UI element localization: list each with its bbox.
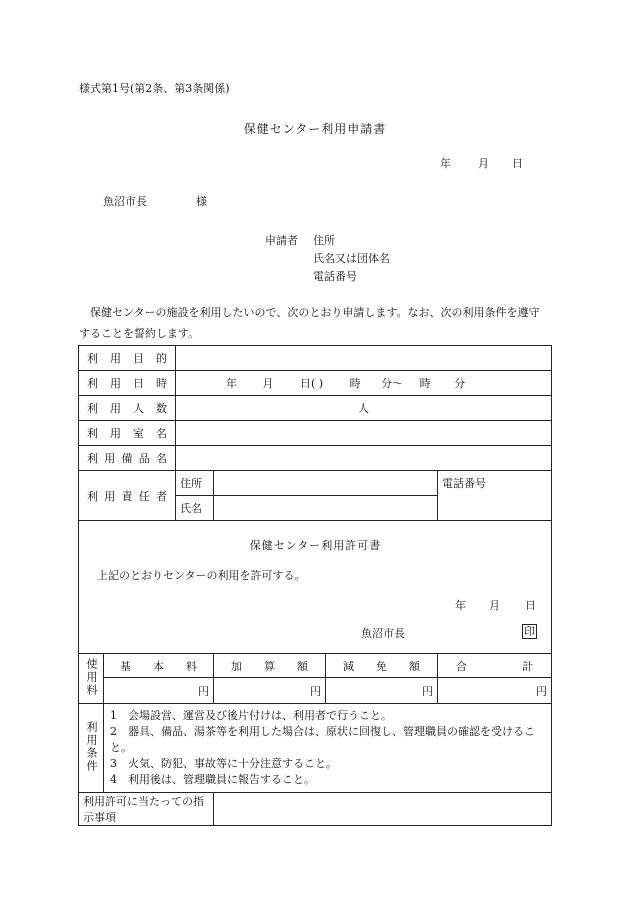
- date-day-label: 日: [512, 157, 523, 170]
- dt-hour2: 時: [419, 377, 431, 390]
- purpose-label: 利 用 目 的: [79, 346, 176, 371]
- resp-name-field[interactable]: [214, 496, 438, 521]
- fee-header-add: 加 算 額: [214, 654, 326, 678]
- permit-month: 月: [489, 599, 500, 612]
- people-unit: 人: [358, 402, 369, 415]
- dt-min2: 分: [454, 377, 466, 390]
- dt-day: 日( ): [300, 377, 324, 390]
- datetime-field[interactable]: [176, 371, 552, 396]
- yen-unit: 円: [310, 684, 321, 698]
- date-year-label: 年: [440, 157, 451, 170]
- yen-unit: 円: [422, 684, 433, 698]
- fee-header-base: 基 本 料: [104, 654, 214, 678]
- honorific: 様: [196, 195, 207, 208]
- fee-add-field[interactable]: [214, 678, 326, 704]
- permit-year: 年: [455, 599, 466, 612]
- applicant-address-label: 住所: [313, 234, 335, 247]
- conditions-label: 利用条件: [85, 720, 98, 773]
- fee-label-cell: [79, 654, 104, 704]
- permit-day: 日: [525, 599, 536, 612]
- applicant-phone-label: 電話番号: [313, 270, 357, 283]
- fee-discount-field[interactable]: [326, 678, 438, 704]
- people-label: 利 用 人 数: [79, 396, 176, 421]
- yen-unit: 円: [536, 684, 547, 698]
- equipment-field[interactable]: [176, 446, 552, 471]
- room-field[interactable]: [176, 421, 552, 446]
- people-field[interactable]: [176, 396, 552, 421]
- responsible-label: 利 用 責 任 者: [79, 471, 176, 521]
- seal-icon: 印: [524, 625, 535, 638]
- fee-total-field[interactable]: [438, 678, 552, 704]
- applicant-name-label: 氏名又は団体名: [313, 252, 390, 265]
- condition-item: 1 会場設営、運営及び後片付けは、利用者で行うこと。: [110, 709, 392, 722]
- instructions-label: 利用許可に当たっての指示事項: [79, 793, 214, 826]
- conditions-list: [104, 704, 552, 793]
- date-month-label: 月: [478, 157, 489, 170]
- room-label: 利 用 室 名: [79, 421, 176, 446]
- permit-text: 上記のとおりセンターの利用を許可する。: [97, 569, 306, 582]
- datetime-label: 利 用 日 時: [79, 371, 176, 396]
- permit-section: [79, 521, 552, 654]
- fee-header-discount: 減 免 額: [326, 654, 438, 678]
- permit-title: 保健センター利用許可書: [249, 539, 382, 552]
- addressee: 魚沼市長: [103, 195, 147, 208]
- yen-unit: 円: [198, 684, 209, 698]
- purpose-field[interactable]: [176, 346, 552, 371]
- conditions-label-cell: [79, 704, 104, 793]
- dt-hour1: 時: [349, 377, 361, 390]
- applicant-label: 申請者: [265, 234, 298, 247]
- document-title: 保健センター利用申請書: [243, 122, 387, 136]
- condition-item: 2 器具、備品、湯茶等を利用した場合は、原状に回復し、管理職員の確認を受けること。: [110, 725, 535, 754]
- application-table: [78, 345, 552, 826]
- equipment-label: 利用備品名: [79, 446, 176, 471]
- dt-year: 年: [226, 377, 237, 390]
- permit-issuer: 魚沼市長: [361, 627, 405, 640]
- form-number: 様式第1号(第2条、第3条関係): [79, 82, 230, 95]
- dt-min1: 分〜: [381, 377, 404, 390]
- resp-phone-label: 電話番号: [442, 477, 486, 490]
- resp-name-label: 氏名: [176, 496, 214, 521]
- condition-item: 4 利用後は、管理職員に報告すること。: [110, 773, 315, 786]
- fee-label: 使用料: [85, 657, 98, 697]
- resp-address-label: 住所: [176, 471, 214, 496]
- dt-month: 月: [262, 377, 274, 390]
- intro-paragraph: 保健センターの施設を利用したいので、次のとおり申請します。なお、次の利用条件を遵守することを誓約します。: [79, 306, 540, 340]
- fee-base-field[interactable]: [104, 678, 214, 704]
- fee-header-total: 合 計: [438, 654, 552, 678]
- instructions-field[interactable]: [214, 793, 552, 826]
- condition-item: 3 火気、防犯、事故等に十分注意すること。: [110, 757, 337, 770]
- resp-phone-cell[interactable]: [438, 471, 552, 521]
- resp-address-field[interactable]: [214, 471, 438, 496]
